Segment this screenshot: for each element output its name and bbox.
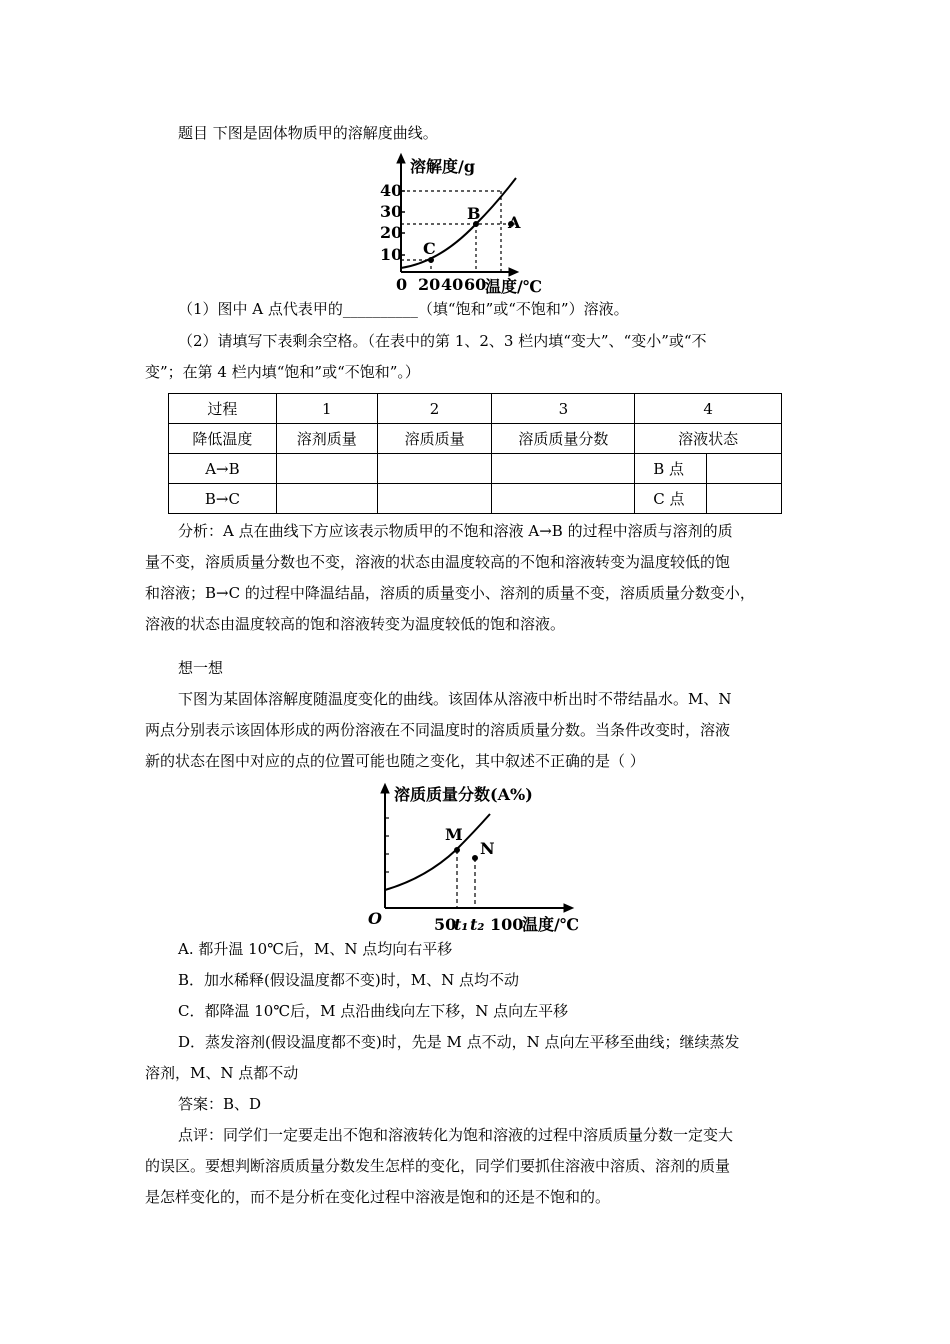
x-tick: 20 xyxy=(418,275,441,294)
y-tick: 40 xyxy=(380,181,403,200)
x-tick: 0 xyxy=(396,275,408,294)
origin-label: O xyxy=(368,909,382,928)
analysis-line: 分析：A 点在曲线下方应该表示物质甲的不饱和溶液 A→B 的过程中溶质与溶剂的质 xyxy=(178,522,733,540)
option-a: A. 都升温 10℃后，M、N 点均向右平移 xyxy=(178,940,453,958)
table-header-cell: 降低温度 xyxy=(169,424,277,454)
blank-cell[interactable] xyxy=(707,484,782,514)
comment-line: 点评：同学们一定要走出不饱和溶液转化为饱和溶液的过程中溶质质量分数一定变大 xyxy=(178,1126,734,1144)
process-cell: B→C xyxy=(169,484,277,514)
option-c: C．都降温 10℃后，M 点沿曲线向左下移，N 点向左平移 xyxy=(178,1002,569,1020)
y-tick: 10 xyxy=(380,245,403,264)
x-tick: t₂ xyxy=(470,915,485,934)
x-tick: 40 xyxy=(441,275,464,294)
analysis-line: 量不变，溶质质量分数也不变，溶液的状态由温度较高的不饱和溶液转变为温度较低的饱 xyxy=(145,553,731,571)
table-header-cell: 溶质质量 xyxy=(377,424,492,454)
think-line: 新的状态在图中对应的点的位置可能也随之变化，其中叙述不正确的是（ ） xyxy=(145,752,645,770)
problem-title: 题目 下图是固体物质甲的溶解度曲线。 xyxy=(178,124,438,142)
y-axis-label: 溶解度/g xyxy=(410,157,476,176)
table-header-cell: 2 xyxy=(377,394,492,424)
y-axis-label: 溶质质量分数(A%) xyxy=(394,785,533,804)
question-2-line2: 变”；在第 4 栏内填“饱和”或“不饱和”。） xyxy=(145,363,420,381)
point-c-label: C xyxy=(423,239,436,258)
table-row xyxy=(169,484,782,514)
x-tick: 50 xyxy=(434,915,457,934)
comment-line: 是怎样变化的，而不是分析在变化过程中溶液是饱和的还是不饱和的。 xyxy=(145,1188,611,1206)
point-a-label: A xyxy=(508,213,521,232)
question-2-line1: （2）请填写下表剩余空格。（在表中的第 1、2、3 栏内填“变大”、“变小”或“不 xyxy=(178,332,707,350)
x-axis-label: 温度/℃ xyxy=(485,277,543,294)
blank-cell[interactable] xyxy=(707,454,782,484)
y-tick: 30 xyxy=(380,202,403,221)
x-tick: t₁ xyxy=(454,915,469,934)
point-m-label: M xyxy=(445,825,463,844)
option-b: B．加水稀释(假设温度都不变)时，M、N 点均不动 xyxy=(178,971,519,989)
process-cell: A→B xyxy=(169,454,277,484)
table-header-cell: 过程 xyxy=(169,394,277,424)
point-c xyxy=(429,258,434,263)
mass-fraction-curve xyxy=(385,814,490,890)
point-n-label: N xyxy=(480,839,495,858)
answer: 答案：B、D xyxy=(178,1095,262,1113)
x-tick: 100 xyxy=(490,915,524,934)
table-header-cell: 溶液状态 xyxy=(635,424,782,454)
table-header-cell: 1 xyxy=(276,394,377,424)
answer-table xyxy=(168,393,782,514)
table-row xyxy=(169,424,782,454)
point-m xyxy=(455,848,460,853)
blank-cell[interactable] xyxy=(377,454,492,484)
analysis-line: 和溶液；B→C 的过程中降温结晶，溶质的质量变小、溶剂的质量不变，溶质质量分数变小， xyxy=(145,584,755,602)
blank-cell[interactable] xyxy=(492,484,635,514)
table-header-cell: 溶质质量分数 xyxy=(492,424,635,454)
blank-cell[interactable] xyxy=(377,484,492,514)
question-1: （1）图中 A 点代表甲的__________（填“饱和”或“不饱和”）溶液。 xyxy=(178,300,629,318)
think-line: 两点分别表示该固体形成的两份溶液在不同温度时的溶质质量分数。当条件改变时，溶液 xyxy=(145,721,731,739)
x-axis-arrow xyxy=(509,268,518,276)
y-tick: 20 xyxy=(380,223,403,242)
table-row xyxy=(169,454,782,484)
table-header-cell: 溶剂质量 xyxy=(276,424,377,454)
blank-cell[interactable] xyxy=(276,454,377,484)
x-axis-label: 温度/℃ xyxy=(522,915,580,934)
blank-cell[interactable] xyxy=(276,484,377,514)
option-d-cont: 溶剂，M、N 点都不动 xyxy=(145,1064,299,1082)
table-header-cell: 4 xyxy=(635,394,782,424)
x-tick: 60 xyxy=(464,275,487,294)
mass-fraction-chart xyxy=(366,778,596,936)
option-d: D．蒸发溶剂(假设温度都不变)时，先是 M 点不动，N 点向左平移至曲线；继续蒸发 xyxy=(178,1033,740,1051)
table-row xyxy=(169,394,782,424)
solubility-chart xyxy=(370,152,560,294)
y-axis-arrow xyxy=(381,784,389,793)
comment-line: 的误区。要想判断溶质质量分数发生怎样的变化，同学们要抓住溶液中溶质、溶剂的质量 xyxy=(145,1157,731,1175)
point-b-label: B xyxy=(467,204,481,223)
blank-cell[interactable] xyxy=(492,454,635,484)
state-label-cell: B 点 xyxy=(635,454,707,484)
table-header-cell: 3 xyxy=(492,394,635,424)
think-line: 下图为某固体溶解度随温度变化的曲线。该固体从溶液中析出时不带结晶水。M、N xyxy=(178,690,732,708)
x-axis-arrow xyxy=(564,904,573,912)
analysis-line: 溶液的状态由温度较高的饱和溶液转变为温度较低的饱和溶液。 xyxy=(145,615,566,633)
point-n xyxy=(473,856,478,861)
y-axis-arrow xyxy=(397,154,405,163)
think-heading: 想一想 xyxy=(178,659,224,677)
state-label-cell: C 点 xyxy=(635,484,707,514)
